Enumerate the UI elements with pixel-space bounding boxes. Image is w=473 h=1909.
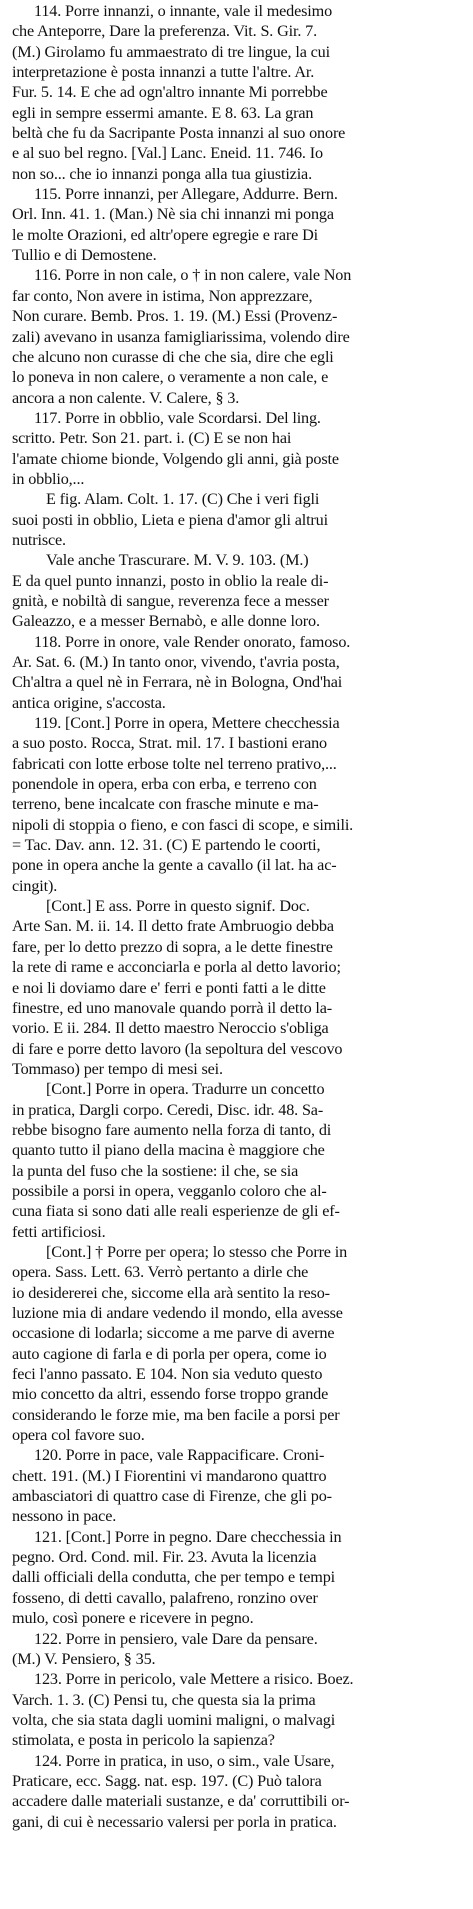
text-line: e noi li doviamo dare e' ferri e ponti fatti a le ditte [12,978,326,997]
text-line: 118. Porre in onore, vale Render onorato, famoso. [34,632,351,651]
text-line: le molte Orazioni, ed altr'opere egregie e rare Di [12,225,318,244]
entry-115 [12,184,466,265]
entry-117-trascurare [12,550,466,631]
text-line: nessono in pace. [12,1507,117,1526]
text-line: cingit). [12,876,58,895]
text-line: a suo posto. Rocca, Strat. mil. 17. I bastioni erano [12,734,327,753]
text-line: [Cont.] E ass. Porre in questo signif. Doc. [46,897,310,916]
text-line: far conto, Non avere in istima, Non apprezzare, [12,286,313,305]
text-line: 124. Porre in pratica, in uso, o sim., vale Usare, [34,1751,335,1770]
text-line: Orl. Inn. 41. 1. (Man.) Nè sia chi innanzi mi ponga [12,205,334,224]
entry-121 [12,1527,466,1629]
text-line: 120. Porre in pace, vale Rappacificare. Croni- [34,1446,325,1465]
text-line: opera col favore suo. [12,1426,145,1445]
text-line: 122. Porre in pensiero, vale Dare da pensare. [34,1629,318,1648]
entry-122 [12,1629,466,1670]
text-line: io desidererei che, siccome ella arà sentito la reso- [12,1283,330,1302]
text-line: pegno. Ord. Cond. mil. Fir. 23. Avuta la licenzia [12,1548,317,1567]
text-line: Galeazzo, e a messer Bernabò, e alle donne loro. [12,612,320,631]
text-line: lo poneva in non calere, o veramente a non cale, e [12,368,329,387]
text-line: 123. Porre in pericolo, vale Mettere a risico. Boez. [34,1670,354,1689]
text-line: [Cont.] † Porre per opera; lo stesso che Porre in [46,1242,348,1261]
text-line: cuna fiata si sono dati alle reali esperienze de gli ef- [12,1202,340,1221]
entry-114 [12,1,466,184]
entry-119-per-opera [12,1242,466,1445]
text-line: di fare e porre detto lavoro (la sepoltura del vescovo [12,1039,343,1058]
text-line: stimolata, e posta in pericolo la sapienza? [12,1731,275,1750]
text-line: volta, che sia stata dagli uomini maligni, o malvagi [12,1710,336,1729]
text-line: in obblio,... [12,469,85,488]
entry-120 [12,1445,466,1526]
text-line: ancora a non calente. V. Calere, § 3. [12,388,240,407]
entry-124 [12,1751,466,1832]
text-line: E fig. Alam. Colt. 1. 17. (C) Che i veri figli [46,490,320,509]
text-line: nutrisce. [12,530,66,549]
entry-117-fig [12,489,466,550]
text-line: Fur. 5. 14. E che ad ogn'altro innante Mi porrebbe [12,83,328,102]
text-line: finestre, ed uno manovale quando porrà il detto la- [12,998,333,1017]
text-line: in pratica, Dargli corpo. Ceredi, Disc. idr. 48. Sa- [12,1100,324,1119]
text-line: (M.) Girolamo fu ammaestrato di tre lingue, la cui [12,42,330,61]
text-line: occasione di lodarla; siccome a me parve di averne [12,1324,335,1343]
text-line: 116. Porre in non cale, o † in non calere, vale Non [34,266,352,285]
text-line: feci l'anno passato. E 104. Non sia veduto questo [12,1365,323,1384]
text-line: Ch'altra a quel nè in Ferrara, nè in Bologna, Ond'hai [12,673,343,692]
text-line: dalli officiali della condutta, che per tempo e tempi [12,1568,336,1587]
text-line: Varch. 1. 3. (C) Pensi tu, che questa sia la prima [12,1690,316,1709]
text-line: Tommaso) per tempo di mesi sei. [12,1059,223,1078]
text-line: fabricati con lotte erbose tolte nel terreno prativo,... [12,754,337,773]
text-line: fetti artificiosi. [12,1222,106,1241]
text-line: E da quel punto innanzi, posto in oblio la reale di- [12,571,329,590]
text-line: 117. Porre in obblio, vale Scordarsi. Del ling. [34,408,321,427]
entry-118 [12,632,466,713]
text-line: chett. 191. (M.) I Fiorentini vi mandarono quattro [12,1466,327,1485]
entry-117 [12,408,466,489]
text-line: quanto tutto il piano della macina è maggiore che [12,1141,325,1160]
text-line: ambasciatori di quattro case di Firenze, che gli po- [12,1487,332,1506]
text-line: considerando le forze mie, ma ben facile a porsi per [12,1405,340,1424]
entry-119-tradurre [12,1079,466,1242]
text-line: gnità, e nobiltà di sangue, reverenza fece a messer [12,591,329,610]
text-line: fosseno, di detti cavallo, palafreno, ronzino over [12,1588,318,1607]
text-line: 121. [Cont.] Porre in pegno. Dare checchessia in [34,1527,342,1546]
text-line: Vale anche Trascurare. M. V. 9. 103. (M.) [46,551,309,570]
text-line: ponendole in opera, erba con erba, e terreno con [12,775,317,794]
text-line: mio concetto da altri, essendo forse troppo grande [12,1385,329,1404]
text-line: [Cont.] Porre in opera. Tradurre un concetto [46,1080,325,1099]
text-line: 115. Porre innanzi, per Allegare, Addurre. Bern. [34,185,338,204]
text-line: Ar. Sat. 6. (M.) In tanto onor, vivendo, t'avria posta, [12,653,340,671]
text-line: egli in sempre essermi amante. E 8. 63. La gran [12,103,314,122]
text-line: suoi posti in obblio, Lieta e piena d'amor gli altrui [12,510,328,529]
entry-119 [12,713,466,896]
text-line: interpretazione è posta innanzi a tutte l'altre. Ar. [12,63,315,82]
entry-116 [12,265,466,407]
text-line: rebbe bisogno fare aumento nella forza di tanto, di [12,1120,332,1139]
text-line: opera. Sass. Lett. 63. Verrò pertanto a dirle che [12,1263,309,1282]
text-line: 114. Porre innanzi, o innante, vale il medesimo [34,2,333,20]
text-line: = Tac. Dav. ann. 12. 31. (C) E partendo le coorti, [12,836,321,855]
text-line: gani, di cui è necessario valersi per porla in pratica. [12,1812,337,1831]
text-line: che Anteporre, Dare la preferenza. Vit. S. Gir. 7. [12,22,317,41]
text-line: vorio. E ii. 284. Il detto maestro Neroccio s'obliga [12,1019,329,1038]
text-line: accadere dalle materiali sustanze, e da' corruttibili or- [12,1792,350,1811]
text-line: Arte San. M. ii. 14. Il detto frate Ambruogio debba [12,917,334,936]
text-line: l'amate chiome bionde, Volgendo gli anni, già poste [12,449,339,468]
text-line: Tullio e di Demostene. [12,246,157,265]
text-line: auto cagione di farla e di porla per opera, come io [12,1344,327,1363]
text-line: che alcuno non curasse di che che sia, dire che egli [12,347,334,366]
text-line: e al suo bel regno. [Val.] Lanc. Eneid. 11. 746. Io [12,144,323,163]
text-line: terreno, bene incalcate con frasche minute e ma- [12,795,319,814]
text-line: la punta del fuso che la sostiene: il che, se sia [12,1161,299,1180]
text-line: Non curare. Bemb. Pros. 1. 19. (M.) Essi (Provenz- [12,307,338,326]
text-line: luzione mia di andare vedendo il mondo, ella avesse [12,1304,343,1322]
text-line: mulo, così ponere e ricevere in pegno. [12,1609,254,1628]
text-line: la rete di rame e acconciarla e porla al detto lavorio; [12,958,341,977]
entry-123 [12,1669,466,1750]
text-line: possibile a porsi in opera, vegganlo coloro che al- [12,1181,327,1200]
text-line: pone in opera anche la gente a cavallo (il lat. ha ac- [12,856,337,875]
entry-119-ass [12,896,466,1079]
text-line: 119. [Cont.] Porre in opera, Mettere checchessia [34,714,340,733]
text-line: nipoli di stoppia o fieno, e con fasci di scope, e simili. [12,815,354,834]
text-line: scritto. Petr. Son 21. part. i. (C) E se non hai [12,429,292,448]
text-line: fare, per lo detto prezzo di sopra, a le dette finestre [12,937,333,956]
text-line: beltà che fu da Sacripante Posta innanzi al suo onore [12,124,346,143]
text-line: zali) avevano in usanza famigliarissima, volendo dire [12,327,350,346]
text-line: (M.) V. Pensiero, § 35. [12,1649,156,1668]
text-line: antica origine, s'accosta. [12,693,166,712]
text-line: non so... che io innanzi ponga alla tua giustizia. [12,164,312,183]
text-line: Praticare, ecc. Sagg. nat. esp. 197. (C) Può talora [12,1771,322,1790]
